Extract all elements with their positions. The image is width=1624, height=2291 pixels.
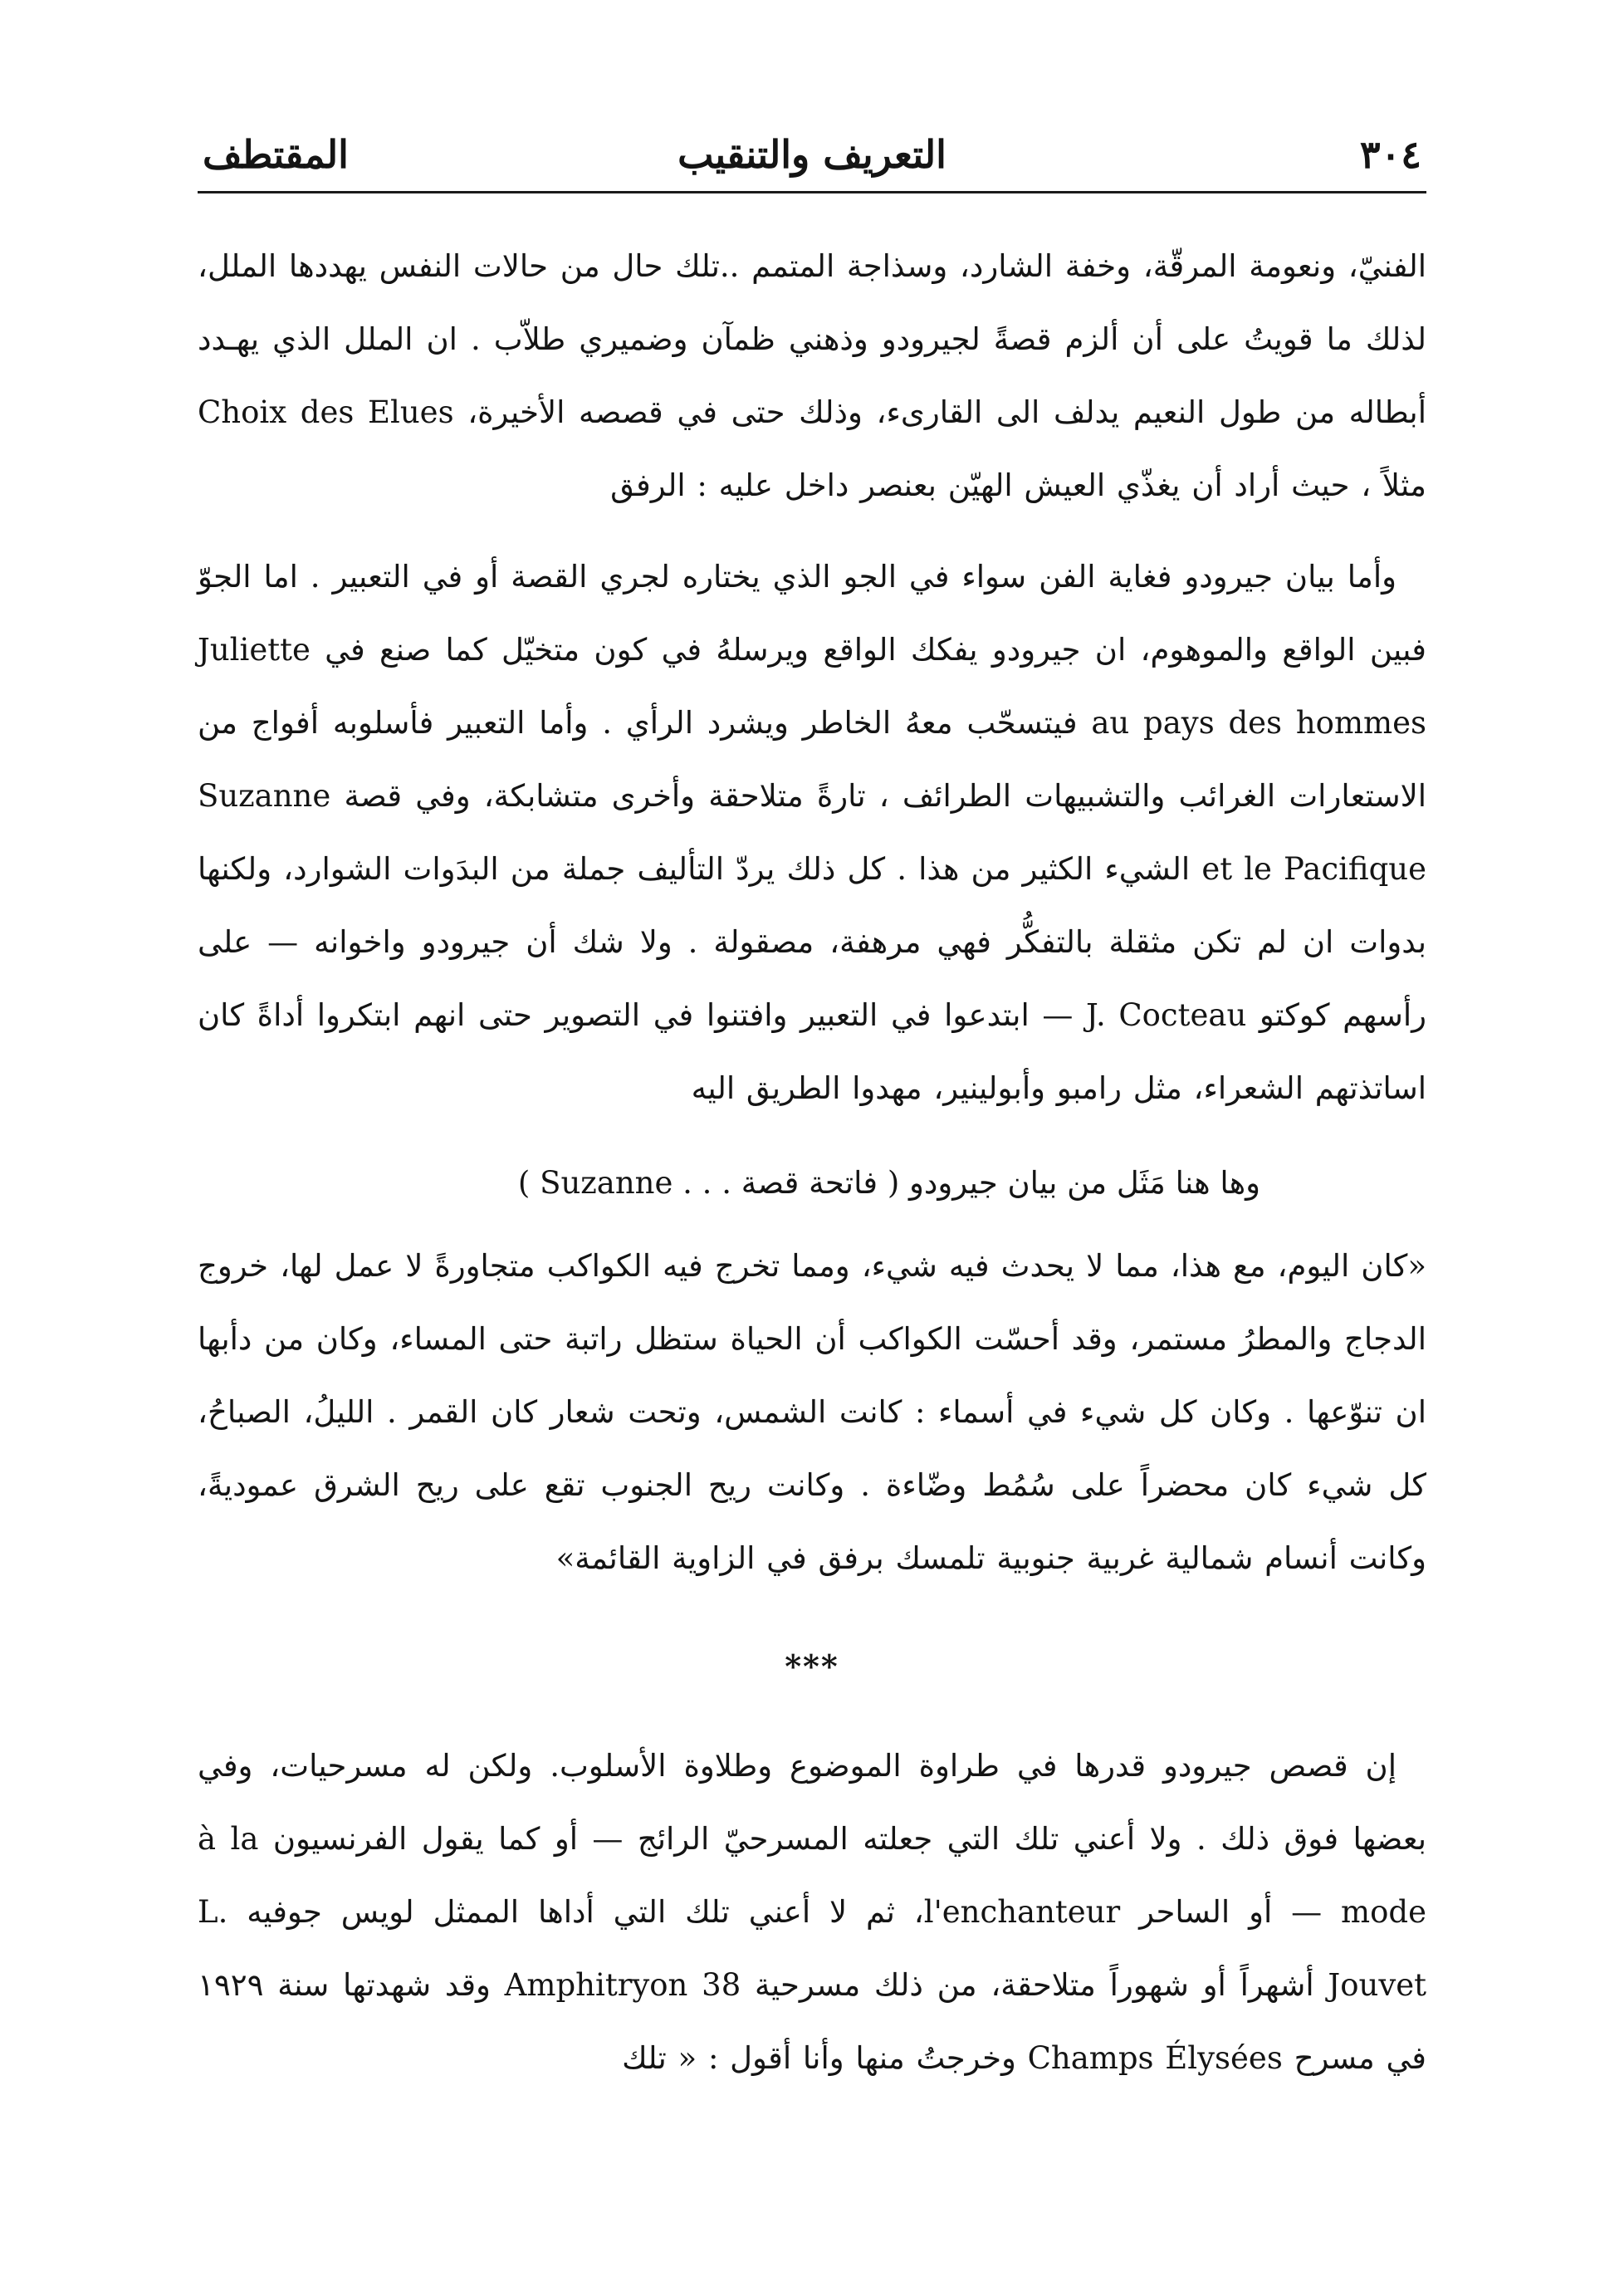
book-page (198, 125, 1426, 2176)
article-body (198, 230, 1426, 2095)
page-number: ٣٠٤ (1359, 132, 1421, 177)
paragraph-continuation: الفنيّ، ونعومة المرقّة، وخفة الشارد، وسذاجة المتمم ..تلك حال من حالات النفس يهددها الملل، لذلك ما قويتُ على أن ألزم قصةً لجيرودو وذهني ظمآن وضميري طلاّب . ان الملل الذي يهـدد أبطاله من طول النعيم يدلف الى القارىء، وذلك حتى في قصصه الأخيرة، Choix des Elues مثلاً ، حيث أراد أن يغذّي العيش الهيّن بعنصر داخل عليه : الرفق (198, 248, 1426, 503)
section-separator: *** (785, 1647, 839, 1685)
quote-introduction: وها هنا مَثَل من بيان جيرودو ( فاتحة قصة . . . Suzanne ) (517, 1165, 1260, 1201)
block-quote: «كان اليوم، مع هذا، مما لا يحدث فيه شيء، ومما تخرج فيه الكواكب متجاورةً لا عمل لها، خروج الدجاج والمطرُ مستمر، وقد أحسّت الكواكب أن الحياة ستظل راتبة حتى المساء، وكان من دأبها ان تنوّعها . وكان كل شيء في أسماء : كانت الشمس، وتحت شعار كان القمر . الليلُ، الصباحُ، كل شيء كان محضراً على سُمُط وضّاءة . وكانت ريح الجنوب تقع على ريح الشرق عموديةً، وكانت أنسام شمالية غربية جنوبية تلمسك برفق في الزاوية القائمة» (198, 1248, 1426, 1576)
paragraph-plays: إن قصص جيرودو قدرها في طراوة الموضوع وطلاوة الأسلوب. ولكن له مسرحيات، وفي بعضها فوق ذلك . ولا أعني تلك التي جعلته المسرحيّ الرائج — أو كما يقول الفرنسيون à la mode — أو الساحر l'enchanteur، ثم لا أعني تلك التي أداها الممثل لويس جوفيه L. Jouvet أشهراً أو شهوراً متلاحقة، من ذلك مسرحية Amphitryon 38 وقد شهدتها سنة ١٩٢٩ في مسرح Champs Élysées وخرجتُ منها وأنا أقول : « تلك (198, 1748, 1427, 2076)
journal-name: المقتطف (203, 132, 349, 177)
running-header (198, 125, 1426, 193)
section-title: التعريف والتنقيب (677, 132, 947, 177)
paragraph-giraudoux-style: وأما بيان جيرودو فغاية الفن سواء في الجو الذي يختاره لجري القصة أو في التعبير . اما الجوّ فبين الواقع والموهوم، ان جيرودو يفكك الواقع ويرسلهُ في كون متخيّل كما صنع في Juliette au pays des hommes فيتسحّب معهُ الخاطر ويشرد الرأي . وأما التعبير فأسلوبه أفواج من الاستعارات الغرائب والتشبيهات الطرائف ، تارةً متلاحقة وأخرى متشابكة، وفي قصة Suzanne et le Pacifique الشيء الكثير من هذا . كل ذلك يردّ التأليف جملة من البدَوات الشوارد، ولكنها بدوات ان لم تكن مثقلة بالتفكُّر فهي مرهفة، مصقولة . ولا شك أن جيرودو واخوانه — على رأسهم كوكتو J. Cocteau — ابتدعوا في التعبير وافتنوا في التصوير حتى انهم ابتكروا أداةً كان اساتذتهم الشعراء، مثل رامبو وأبولينير، مهدوا الطريق اليه (198, 559, 1426, 1106)
